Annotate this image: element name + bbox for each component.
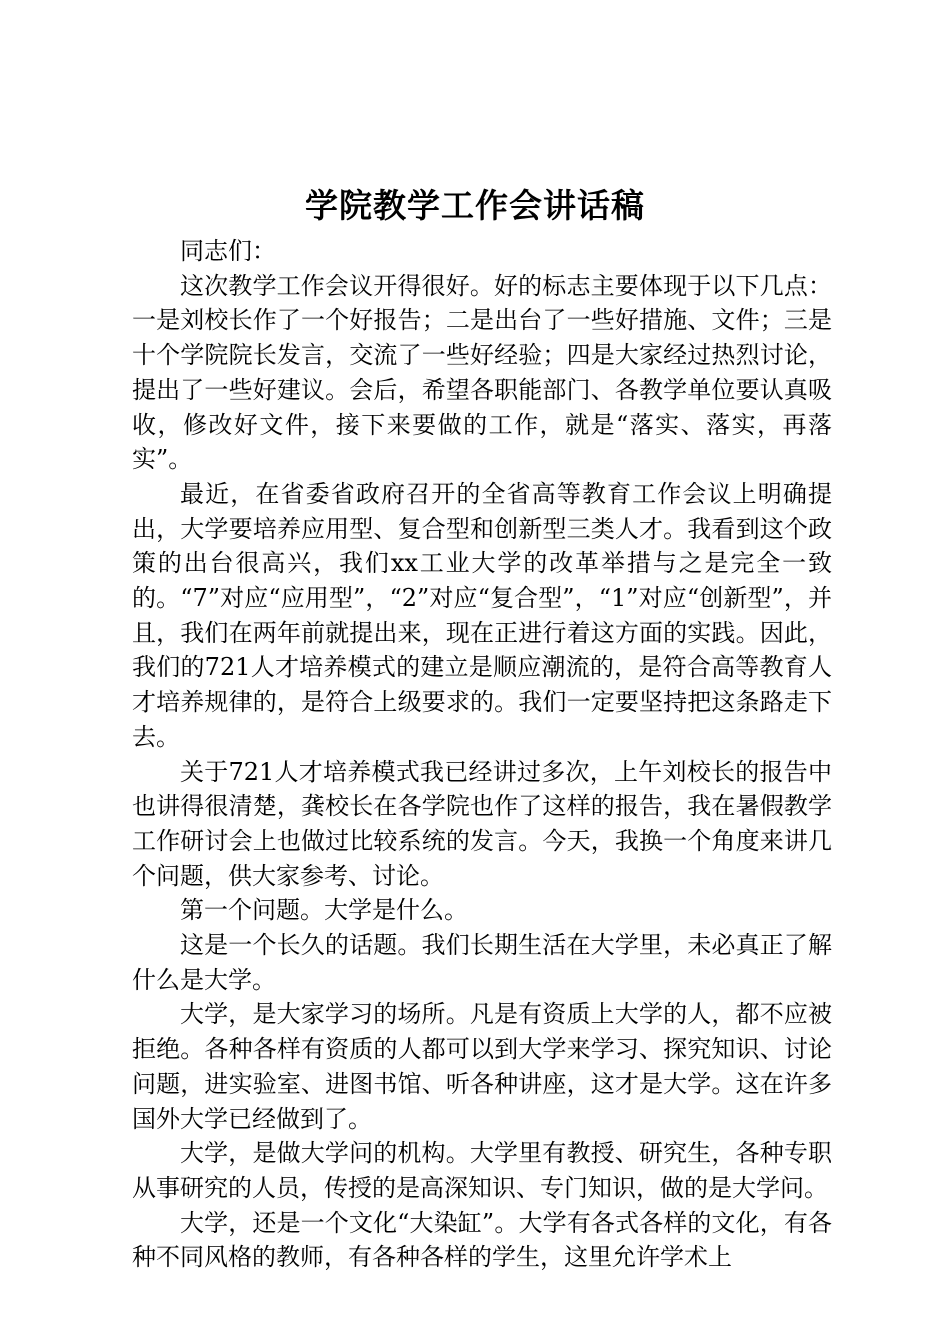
paragraph: 这次教学工作会议开得很好。好的标志主要体现于以下几点：一是刘校长作了一个好报告；二是出台了一些好措施、文件；三是十个学院院长发言，交流了一些好经验；四是大家经过热烈讨论，提出了一些好建议。会后，希望各职能部门、各教学单位要认真吸收，修改好文件，接下来要做的工作，就是“落实、落实，再落实”。: [132, 271, 832, 474]
paragraph: 大学，还是一个文化“大染缸”。大学有各式各样的文化，有各种不同风格的教师，有各种各样的学生，这里允许学术上: [132, 1208, 832, 1272]
paragraph: 大学，是大家学习的场所。凡是有资质上大学的人，都不应被拒绝。各种各样有资质的人都可以到大学来学习、探究知识、讨论问题，进实验室、进图书馆、听各种讲座，这才是大学。这在许多国外大学已经做到了。: [132, 1000, 832, 1133]
document-title: 学院教学工作会讲话稿: [305, 186, 645, 225]
paragraph-salutation: 同志们：: [180, 237, 276, 265]
paragraph: 这是一个长久的话题。我们长期生活在大学里，未必真正了解什么是大学。: [132, 931, 832, 994]
paragraph: 关于721人才培养模式我已经讲过多次，上午刘校长的报告中也讲得很清楚，龚校长在各学院也作了这样的报告，我在暑假教学工作研讨会上也做过比较系统的发言。今天，我换一个角度来讲几个问题，供大家参考、讨论。: [132, 757, 832, 890]
section-heading: 第一个问题。大学是什么。: [180, 896, 468, 925]
paragraph: 大学，是做大学问的机构。大学里有教授、研究生，各种专职从事研究的人员，传授的是高深知识、专门知识，做的是大学问。: [132, 1139, 832, 1202]
document-body: [132, 234, 832, 1275]
paragraph: 最近，在省委省政府召开的全省高等教育工作会议上明确提出，大学要培养应用型、复合型和创新型三类人才。我看到这个政策的出台很高兴，我们xx工业大学的改革举措与之是完全一致的。“7”对应“应用型”，“2”对应“复合型”，“1”对应“创新型”，并且，我们在两年前就提出来，现在正进行着这方面的实践。因此，我们的721人才培养模式的建立是顺应潮流的，是符合高等教育人才培养规律的，是符合上级要求的。我们一定要坚持把这条路走下去。: [132, 479, 832, 751]
